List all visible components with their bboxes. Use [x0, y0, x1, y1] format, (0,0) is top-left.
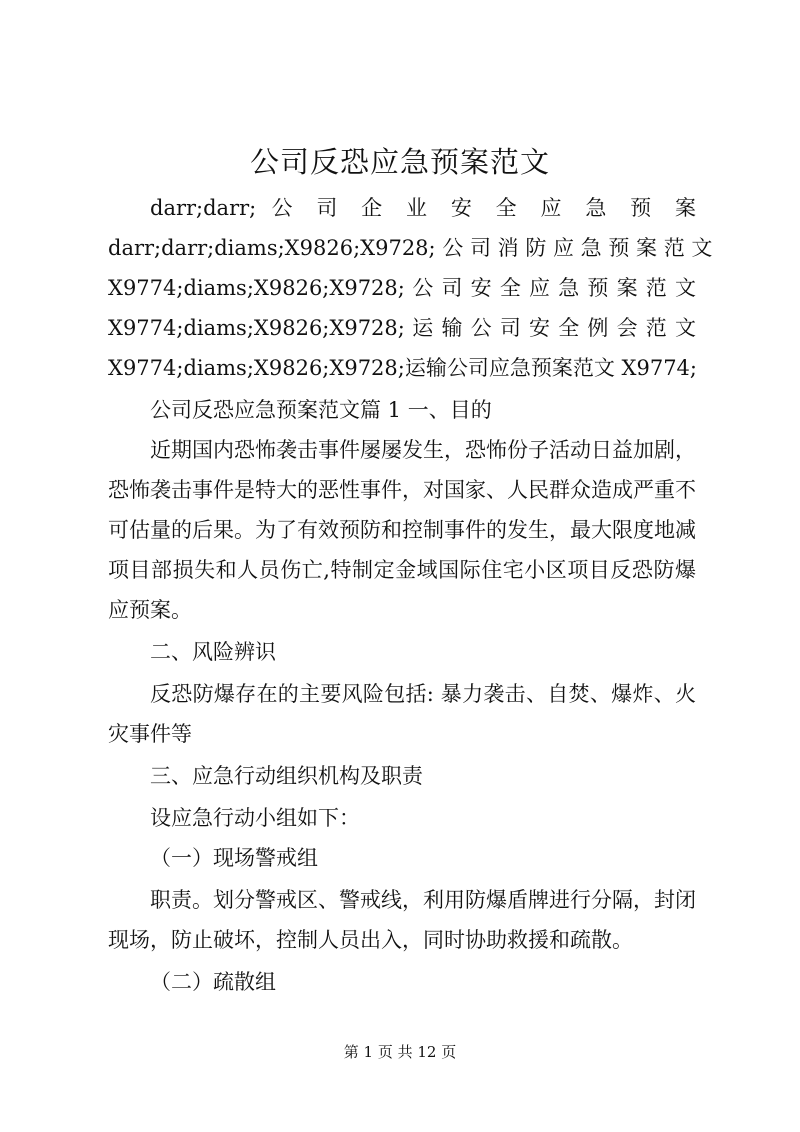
body-line: X9774;diams;X9826;X9728; 运 输 公 司 安 全 例 会 范 文: [108, 316, 696, 340]
body-line: 灾事件等: [108, 722, 192, 746]
body-line: 反恐防爆存在的主要风险包括: 暴力袭击、自焚、爆炸、火: [150, 682, 696, 706]
document-title: 公司反恐应急预案范文: [249, 145, 550, 179]
body-line: 应预案。: [108, 598, 192, 622]
page-number: 第 1 页 共 12 页: [343, 1043, 457, 1061]
section-heading: 公司反恐应急预案范文篇 1 一、目的: [150, 398, 492, 422]
section-heading: 二、风险辨识: [150, 640, 276, 664]
body-line: 可估量的后果。为了有效预防和控制事件的发生，最大限度地减: [108, 518, 696, 542]
body-line: 项目部损失和人员伤亡,特制定金域国际住宅小区项目反恐防爆: [108, 558, 696, 582]
body-line: darr;darr;diams;X9826;X9728; 公 司 消 防 应 急 预 案 范 文: [108, 236, 713, 260]
body-line: darr;darr; 公 司 企 业 安 全 应 急 预 案: [150, 196, 696, 220]
body-line: X9774;diams;X9826;X9728;运输公司应急预案范文 X9774;: [108, 356, 697, 380]
body-line: 现场，防止破坏，控制人员出入，同时协助救援和疏散。: [108, 928, 633, 952]
body-line: X9774;diams;X9826;X9728; 公 司 安 全 应 急 预 案 范 文: [108, 276, 696, 300]
body-line: 恐怖袭击事件是特大的恶性事件，对国家、人民群众造成严重不: [108, 478, 696, 502]
subsection-heading: （一）现场警戒组: [150, 846, 318, 870]
section-heading: 三、应急行动组织机构及职责: [150, 764, 423, 788]
subsection-heading: （二）疏散组: [150, 970, 276, 994]
body-line: 近期国内恐怖袭击事件屡屡发生，恐怖份子活动日益加剧，: [150, 438, 696, 462]
body-line: 设应急行动小组如下：: [150, 806, 360, 830]
body-line: 职责。划分警戒区、警戒线，利用防爆盾牌进行分隔，封闭: [150, 888, 696, 912]
